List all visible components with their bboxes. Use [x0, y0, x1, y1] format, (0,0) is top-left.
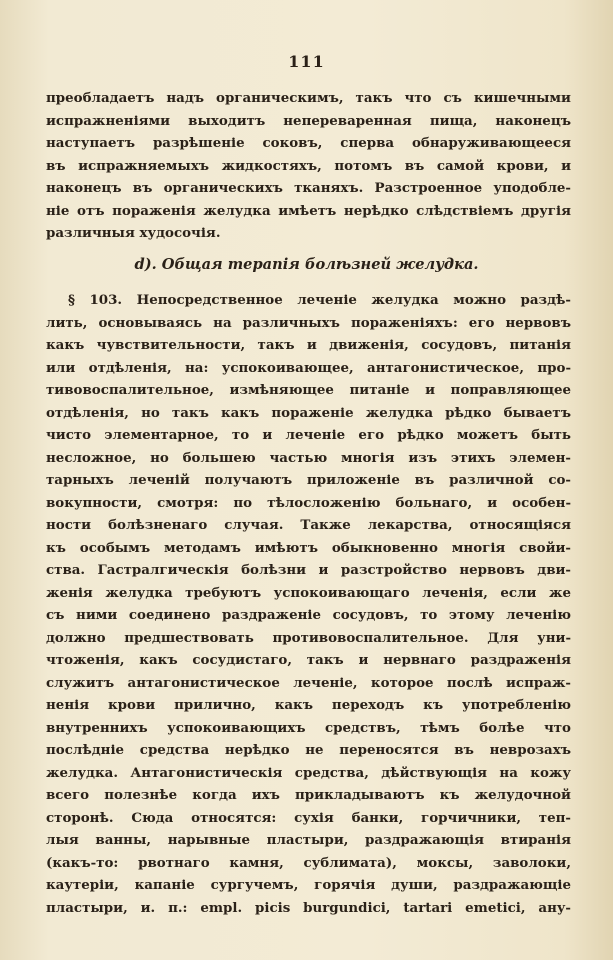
- page-number: 111: [288, 52, 325, 71]
- text-line: ства. Гастралгическія болѣзни и разстройство нервовъ дви-: [46, 562, 571, 578]
- text-line: ненія крови прилично, какъ переходъ къ употребленію: [46, 697, 571, 713]
- text-line: служитъ антагонистическое леченіе, которое послѣ испраж-: [46, 674, 571, 691]
- text-line: ности болѣзненаго случая. Также лекарства, относящіяся: [46, 517, 571, 533]
- text-line: различныя худосочія.: [46, 225, 221, 241]
- text-line: ніе отъ пораженія желудка имѣетъ нерѣдко слѣдствіемъ другія: [46, 202, 571, 219]
- text-line: или отдѣленія, на: успокоивающее, антагонистическое, про-: [46, 359, 571, 376]
- text-line: какъ чувствительности, такъ и движенія, сосудовъ, питанія: [46, 337, 571, 353]
- text-line: къ особымъ методамъ имѣютъ обыкновенно многія свойи-: [46, 539, 571, 556]
- text-line: послѣдніе средства нерѣдко не переносятся въ неврозахъ: [46, 742, 571, 758]
- paragraph-1: [46, 87, 571, 245]
- text-line: вокупности, смотря: по тѣлосложенію больнаго, и особен-: [46, 494, 571, 511]
- text-line: (какъ-то: рвотнаго камня, сублимата), моксы, заволоки,: [46, 854, 571, 871]
- text-line: должно предшествовать противовоспалительное. Для уни-: [46, 629, 571, 646]
- text-line: женія желудка требуютъ успокоивающаго леченія, если же: [46, 584, 571, 601]
- text-line: всего полезнѣе когда ихъ прикладываютъ къ желудочной: [46, 787, 571, 803]
- text-line: сторонѣ. Сюда относятся: сухія банки, горчичники, теп-: [46, 809, 571, 826]
- text-line: чтоженія, какъ сосудистаго, такъ и нервнаго раздраженія: [46, 652, 571, 668]
- text-line: пластыри, и. п.: empl. picis burgundici, tartari emetici, ану-: [46, 899, 571, 916]
- paragraph-2: [46, 289, 571, 919]
- text-line: испражненіями выходитъ непереваренная пища, наконецъ: [46, 112, 571, 129]
- text-line: несложное, но большею частью многія изъ этихъ элемен-: [46, 449, 571, 466]
- text-line: наступаетъ разрѣшеніе соковъ, сперва обнаруживающееся: [46, 135, 571, 151]
- text-line: внутреннихъ успокоивающихъ средствъ, тѣмъ болѣе что: [46, 719, 571, 736]
- text-line: лыя ванны, нарывные пластыри, раздражающія втиранія: [46, 832, 571, 848]
- text-line: наконецъ въ органическихъ тканяхъ. Разстроенное уподобле-: [46, 180, 571, 196]
- text-line: лить, основываясь на различныхъ пораженіяхъ: его нервовъ: [46, 314, 571, 331]
- text-line: чисто элементарное, то и леченіе его рѣдко можетъ быть: [46, 427, 571, 443]
- text-line: преобладаетъ надъ органическимъ, такъ что съ кишечными: [46, 90, 571, 106]
- text-line: § 103. Непосредственное леченіе желудка можно раздѣ-: [68, 292, 571, 308]
- text-line: желудка. Антагонистическія средства, дѣйствующія на кожу: [46, 764, 571, 781]
- text-line: отдѣленія, но такъ какъ пораженіе желудка рѣдко бываетъ: [46, 404, 571, 421]
- text-line: тарныхъ леченій получаютъ приложеніе въ различной со-: [46, 472, 571, 488]
- section-heading: d). Общая терапія болѣзней желудка.: [134, 256, 479, 273]
- text-line: съ ними соединено раздраженіе сосудовъ, то этому леченію: [46, 607, 571, 623]
- text-line: каутеріи, капаніе сургучемъ, горячія души, раздражающіе: [46, 877, 571, 893]
- text-line: тивовоспалительное, измѣняющее питаніе и поправляющее: [46, 382, 571, 398]
- text-line: въ испражняемыхъ жидкостяхъ, потомъ въ самой крови, и: [46, 157, 571, 174]
